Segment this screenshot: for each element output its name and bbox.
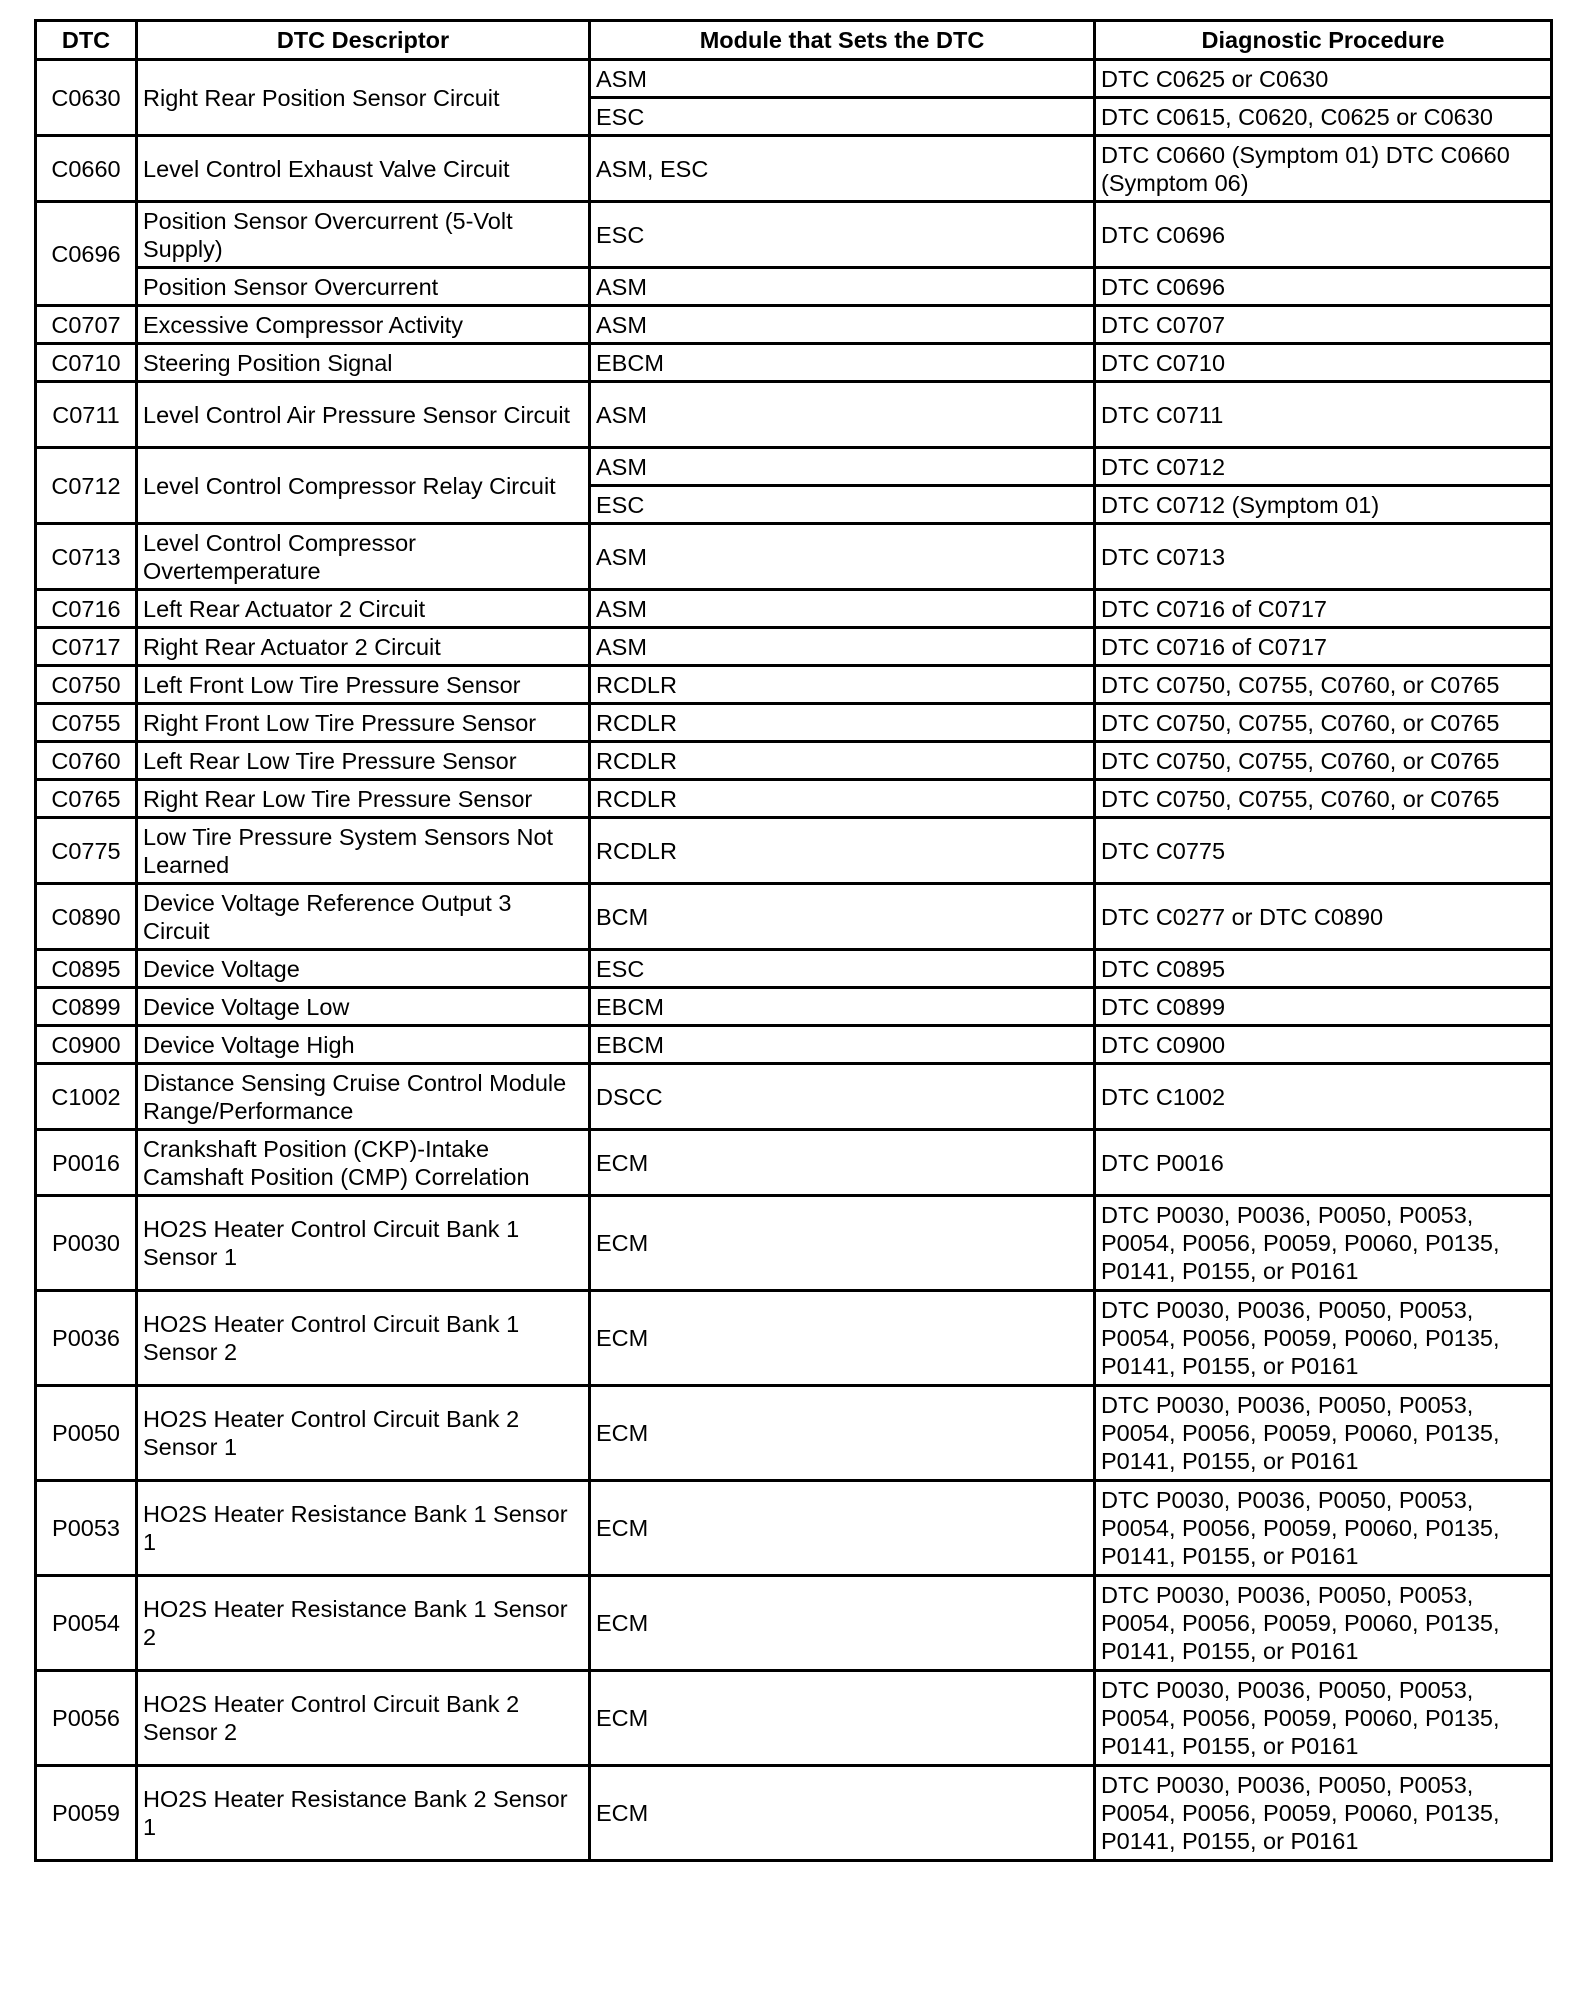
dtc-descriptor: Right Rear Low Tire Pressure Sensor [137,780,590,818]
module-cell: ECM [590,1576,1095,1671]
dtc-descriptor: HO2S Heater Resistance Bank 1 Sensor 2 [137,1576,590,1671]
procedure-cell: DTC C0696 [1095,202,1552,268]
dtc-descriptor: HO2S Heater Control Circuit Bank 1 Sensor 1 [137,1196,590,1291]
procedure-cell: DTC P0030, P0036, P0050, P0053, P0054, P0056, P0059, P0060, P0135, P0141, P0155, or P0161 [1095,1481,1552,1576]
table-row [36,666,1552,704]
module-cell: ECM [590,1130,1095,1196]
dtc-descriptor: Device Voltage High [137,1026,590,1064]
dtc-descriptor: Right Rear Actuator 2 Circuit [137,628,590,666]
module-cell: ECM [590,1291,1095,1386]
procedure-cell: DTC C0712 [1095,448,1552,486]
dtc-code: P0059 [36,1766,137,1861]
procedure-cell: DTC C1002 [1095,1064,1552,1130]
dtc-descriptor: HO2S Heater Resistance Bank 1 Sensor 1 [137,1481,590,1576]
module-cell: ASM [590,524,1095,590]
table-row [36,704,1552,742]
dtc-code: C0750 [36,666,137,704]
dtc-descriptor: HO2S Heater Control Circuit Bank 2 Sensor 1 [137,1386,590,1481]
procedure-cell: DTC C0277 or DTC C0890 [1095,884,1552,950]
header-dtc-descriptor: DTC Descriptor [137,21,590,60]
header-row [36,21,1552,60]
dtc-code: C0713 [36,524,137,590]
dtc-descriptor: Level Control Air Pressure Sensor Circuit [137,382,590,448]
dtc-code: C0711 [36,382,137,448]
procedure-cell: DTC C0716 of C0717 [1095,628,1552,666]
dtc-descriptor: Position Sensor Overcurrent [137,268,590,306]
module-cell: ESC [590,202,1095,268]
dtc-code: P0050 [36,1386,137,1481]
dtc-code: C0630 [36,60,137,136]
table-row [36,742,1552,780]
dtc-code: C0717 [36,628,137,666]
dtc-descriptor: HO2S Heater Control Circuit Bank 2 Sensor 2 [137,1671,590,1766]
dtc-descriptor: Level Control Exhaust Valve Circuit [137,136,590,202]
dtc-descriptor: Level Control Compressor Relay Circuit [137,448,590,524]
table-row [36,1576,1552,1671]
procedure-cell: DTC C0660 (Symptom 01) DTC C0660 (Symptom 06) [1095,136,1552,202]
module-cell: RCDLR [590,666,1095,704]
module-cell: ECM [590,1481,1095,1576]
procedure-cell: DTC C0625 or C0630 [1095,60,1552,98]
dtc-code: C0900 [36,1026,137,1064]
dtc-descriptor: HO2S Heater Resistance Bank 2 Sensor 1 [137,1766,590,1861]
procedure-cell: DTC C0900 [1095,1026,1552,1064]
module-cell: ASM, ESC [590,136,1095,202]
table-row [36,628,1552,666]
table-row [36,1481,1552,1576]
table-row [36,60,1552,98]
table-row [36,344,1552,382]
dtc-descriptor: Device Voltage [137,950,590,988]
table-row [36,884,1552,950]
procedure-cell: DTC C0750, C0755, C0760, or C0765 [1095,780,1552,818]
module-cell: ECM [590,1671,1095,1766]
procedure-cell: DTC C0696 [1095,268,1552,306]
dtc-code: C0765 [36,780,137,818]
dtc-code: C0760 [36,742,137,780]
procedure-cell: DTC C0716 of C0717 [1095,590,1552,628]
module-cell: ECM [590,1196,1095,1291]
module-cell: RCDLR [590,742,1095,780]
table-row [36,306,1552,344]
dtc-code: C0712 [36,448,137,524]
dtc-descriptor: Left Rear Low Tire Pressure Sensor [137,742,590,780]
dtc-code: P0053 [36,1481,137,1576]
procedure-cell: DTC P0030, P0036, P0050, P0053, P0054, P0056, P0059, P0060, P0135, P0141, P0155, or P0161 [1095,1576,1552,1671]
dtc-code: P0030 [36,1196,137,1291]
dtc-descriptor: Left Rear Actuator 2 Circuit [137,590,590,628]
module-cell: ASM [590,382,1095,448]
dtc-code: C0895 [36,950,137,988]
module-cell: BCM [590,884,1095,950]
dtc-descriptor: Device Voltage Low [137,988,590,1026]
dtc-code: C0710 [36,344,137,382]
dtc-code: C0899 [36,988,137,1026]
header-diagnostic-procedure: Diagnostic Procedure [1095,21,1552,60]
table-row [36,1026,1552,1064]
dtc-descriptor: Low Tire Pressure System Sensors Not Learned [137,818,590,884]
procedure-cell: DTC P0030, P0036, P0050, P0053, P0054, P0056, P0059, P0060, P0135, P0141, P0155, or P0161 [1095,1291,1552,1386]
table-row [36,1386,1552,1481]
dtc-code: P0016 [36,1130,137,1196]
table-row [36,136,1552,202]
module-cell: DSCC [590,1064,1095,1130]
table-row [36,1291,1552,1386]
dtc-code: P0056 [36,1671,137,1766]
dtc-descriptor: Level Control Compressor Overtemperature [137,524,590,590]
table-row [36,1766,1552,1861]
procedure-cell: DTC C0750, C0755, C0760, or C0765 [1095,704,1552,742]
header-module: Module that Sets the DTC [590,21,1095,60]
table-body [36,60,1552,1861]
dtc-descriptor: Right Rear Position Sensor Circuit [137,60,590,136]
procedure-cell: DTC C0750, C0755, C0760, or C0765 [1095,742,1552,780]
table-row [36,448,1552,486]
module-cell: RCDLR [590,780,1095,818]
dtc-descriptor: Device Voltage Reference Output 3 Circuit [137,884,590,950]
module-cell: ASM [590,590,1095,628]
module-cell: ASM [590,448,1095,486]
procedure-cell: DTC C0895 [1095,950,1552,988]
table-row [36,524,1552,590]
dtc-code: C0755 [36,704,137,742]
procedure-cell: DTC P0030, P0036, P0050, P0053, P0054, P0056, P0059, P0060, P0135, P0141, P0155, or P0161 [1095,1766,1552,1861]
module-cell: ESC [590,486,1095,524]
table-header [36,21,1552,60]
module-cell: ECM [590,1386,1095,1481]
dtc-code: C0890 [36,884,137,950]
module-cell: ESC [590,950,1095,988]
module-cell: ESC [590,98,1095,136]
table-row [36,988,1552,1026]
procedure-cell: DTC P0030, P0036, P0050, P0053, P0054, P0056, P0059, P0060, P0135, P0141, P0155, or P0161 [1095,1671,1552,1766]
table-row [36,1196,1552,1291]
dtc-code: C1002 [36,1064,137,1130]
procedure-cell: DTC C0750, C0755, C0760, or C0765 [1095,666,1552,704]
module-cell: EBCM [590,988,1095,1026]
table-row [36,780,1552,818]
header-dtc: DTC [36,21,137,60]
procedure-cell: DTC C0899 [1095,988,1552,1026]
table-row [36,202,1552,268]
procedure-cell: DTC C0775 [1095,818,1552,884]
dtc-descriptor: Excessive Compressor Activity [137,306,590,344]
procedure-cell: DTC C0711 [1095,382,1552,448]
dtc-descriptor: Crankshaft Position (CKP)-Intake Camshaft Position (CMP) Correlation [137,1130,590,1196]
module-cell: EBCM [590,344,1095,382]
module-cell: RCDLR [590,704,1095,742]
procedure-cell: DTC C0707 [1095,306,1552,344]
dtc-code: C0696 [36,202,137,306]
table-row [36,818,1552,884]
table-row [36,950,1552,988]
dtc-code: C0660 [36,136,137,202]
table-row [36,1671,1552,1766]
module-cell: ECM [590,1766,1095,1861]
procedure-cell: DTC P0030, P0036, P0050, P0053, P0054, P0056, P0059, P0060, P0135, P0141, P0155, or P0161 [1095,1386,1552,1481]
procedure-cell: DTC C0712 (Symptom 01) [1095,486,1552,524]
dtc-table [34,19,1553,1862]
module-cell: RCDLR [590,818,1095,884]
dtc-descriptor: Position Sensor Overcurrent (5-Volt Supply) [137,202,590,268]
procedure-cell: DTC C0615, C0620, C0625 or C0630 [1095,98,1552,136]
module-cell: ASM [590,306,1095,344]
dtc-descriptor: Right Front Low Tire Pressure Sensor [137,704,590,742]
dtc-code: P0036 [36,1291,137,1386]
dtc-descriptor: Left Front Low Tire Pressure Sensor [137,666,590,704]
table-row [36,382,1552,448]
table-row [36,1130,1552,1196]
dtc-code: C0716 [36,590,137,628]
dtc-code: C0707 [36,306,137,344]
module-cell: EBCM [590,1026,1095,1064]
procedure-cell: DTC C0713 [1095,524,1552,590]
procedure-cell: DTC P0030, P0036, P0050, P0053, P0054, P0056, P0059, P0060, P0135, P0141, P0155, or P0161 [1095,1196,1552,1291]
module-cell: ASM [590,628,1095,666]
module-cell: ASM [590,60,1095,98]
module-cell: ASM [590,268,1095,306]
table-row [36,590,1552,628]
procedure-cell: DTC C0710 [1095,344,1552,382]
table-row [36,268,1552,306]
table-row [36,1064,1552,1130]
dtc-descriptor: Steering Position Signal [137,344,590,382]
dtc-code: P0054 [36,1576,137,1671]
dtc-descriptor: Distance Sensing Cruise Control Module Range/Performance [137,1064,590,1130]
procedure-cell: DTC P0016 [1095,1130,1552,1196]
dtc-descriptor: HO2S Heater Control Circuit Bank 1 Sensor 2 [137,1291,590,1386]
dtc-code: C0775 [36,818,137,884]
